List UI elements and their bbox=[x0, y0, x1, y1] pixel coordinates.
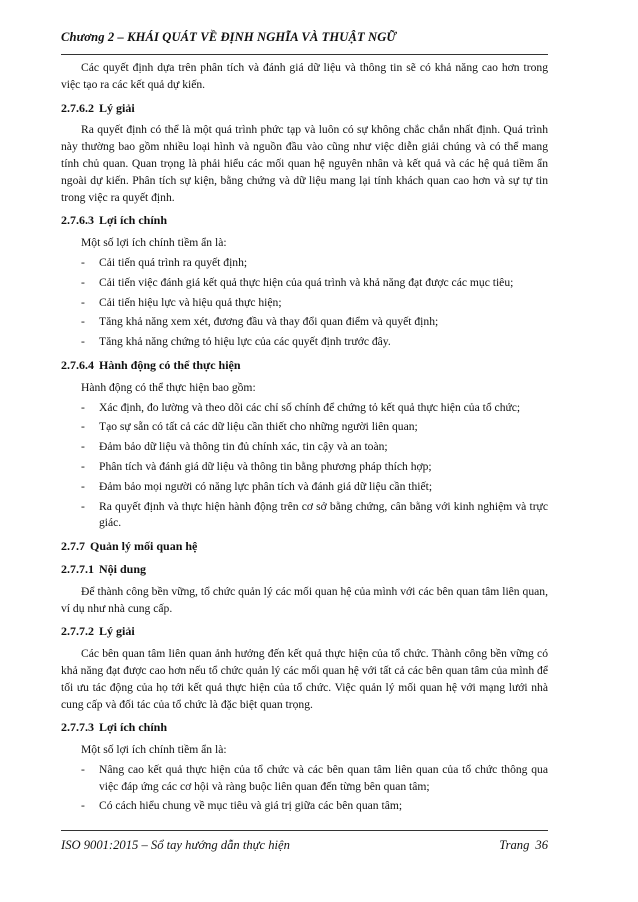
section-number: 2.7.7.1 bbox=[61, 561, 94, 576]
list-item bbox=[61, 479, 548, 496]
list-marker: - bbox=[81, 255, 85, 269]
list-item bbox=[61, 439, 548, 456]
document-page bbox=[61, 30, 548, 875]
section-title: Nội dung bbox=[99, 561, 147, 576]
section-number: 2.7.6.2 bbox=[61, 100, 94, 115]
list-item-text: Nâng cao kết quả thực hiện của tổ chức và các bên quan tâm liên quan của tổ chức thông qua việc đáp ứng các cơ hội và ràng buộc liên quan đến từng bên quan tâm; bbox=[99, 762, 548, 793]
section-2-7-7-2-text: Các bên quan tâm liên quan ảnh hưởng đến kết quả thực hiện của tổ chức. Thành công bền vững có khả năng đạt được cao hơn nếu tổ chức quản lý các mối quan hệ với tất cả các bên quan tâm của mình để tối ưu tác động của họ tới kết quả thực hiện của tổ chức. Việc quản lý mối quan hệ với mạng lưới nhà cung cấp và đối tác của tổ chức là đặc biệt quan trọng. bbox=[61, 647, 548, 711]
footer-page bbox=[499, 838, 548, 853]
list-item-text: Tăng khả năng xem xét, đương đầu và thay đổi quan điểm và quyết định; bbox=[99, 315, 439, 329]
section-heading-2-7-7 bbox=[61, 538, 548, 555]
footer-rule bbox=[61, 830, 548, 831]
section-number: 2.7.6.4 bbox=[61, 357, 94, 372]
section-title: Hành động có thể thực hiện bbox=[99, 357, 241, 372]
list-marker: - bbox=[81, 440, 85, 454]
list-item bbox=[61, 499, 548, 533]
list-item-text: Đảm bảo dữ liệu và thông tin đủ chính xác, tin cậy và an toàn; bbox=[99, 440, 388, 454]
list-marker: - bbox=[81, 295, 85, 309]
list-item bbox=[61, 400, 548, 417]
section-number: 2.7.6.3 bbox=[61, 213, 94, 228]
section-number: 2.7.7.2 bbox=[61, 624, 94, 639]
list-marker: - bbox=[81, 799, 85, 813]
section-heading-2-7-7-1 bbox=[61, 561, 548, 578]
intro-paragraph: Các quyết định dựa trên phân tích và đánh giá dữ liệu và thông tin sẽ có khả năng cao hơn trong việc tạo ra các kết quả dự kiến. bbox=[61, 61, 548, 91]
list-item-text: Có cách hiểu chung về mục tiêu và giá trị giữa các bên quan tâm; bbox=[99, 799, 403, 813]
benefits-list-2-7-7-3 bbox=[61, 762, 548, 815]
list-marker: - bbox=[81, 400, 85, 414]
section-2-7-6-3-intro: Một số lợi ích chính tiềm ẩn là: bbox=[81, 236, 227, 250]
page-content bbox=[61, 60, 548, 818]
list-item bbox=[61, 762, 548, 796]
list-item bbox=[61, 334, 548, 351]
page-number: 36 bbox=[535, 838, 548, 852]
header-rule bbox=[61, 54, 548, 55]
section-heading-2-7-6-4 bbox=[61, 357, 548, 374]
list-marker: - bbox=[81, 335, 85, 349]
list-item bbox=[61, 459, 548, 476]
section-title: Lý giải bbox=[99, 624, 135, 639]
list-item-text: Cải tiến việc đánh giá kết quả thực hiện của quá trình và khả năng đạt được các mục tiêu; bbox=[99, 275, 514, 289]
section-title: Quản lý mối quan hệ bbox=[90, 539, 198, 554]
list-marker: - bbox=[81, 275, 85, 289]
actions-list-2-7-6-4 bbox=[61, 400, 548, 533]
list-marker: - bbox=[81, 315, 85, 329]
footer-title: ISO 9001:2015 – Sổ tay hướng dẫn thực hiện bbox=[61, 838, 290, 852]
section-2-7-6-4-intro: Hành động có thể thực hiện bao gồm: bbox=[81, 380, 256, 394]
section-2-7-7-3-intro: Một số lợi ích chính tiềm ẩn là: bbox=[81, 743, 227, 757]
list-item-text: Đảm bảo mọi người có năng lực phân tích và đánh giá dữ liệu cần thiết; bbox=[99, 479, 433, 493]
list-marker: - bbox=[81, 459, 85, 473]
list-item-text: Tạo sự sẵn có tất cả các dữ liệu cần thiết cho những người liên quan; bbox=[99, 420, 418, 434]
list-item bbox=[61, 419, 548, 436]
list-item bbox=[61, 295, 548, 312]
list-item-text: Phân tích và đánh giá dữ liệu và thông tin bằng phương pháp thích hợp; bbox=[99, 459, 432, 473]
list-marker: - bbox=[81, 479, 85, 493]
chapter-title: Chương 2 – KHÁI QUÁT VỀ ĐỊNH NGHĨA VÀ THUẬT NGỮ bbox=[61, 30, 397, 44]
list-item-text: Cải tiến hiệu lực và hiệu quả thực hiện; bbox=[99, 295, 282, 309]
list-marker: - bbox=[81, 420, 85, 434]
page-label: Trang bbox=[499, 838, 530, 852]
list-item bbox=[61, 314, 548, 331]
list-item bbox=[61, 255, 548, 272]
section-heading-2-7-7-2 bbox=[61, 623, 548, 640]
list-item-text: Tăng khả năng chứng tỏ hiệu lực của các quyết định trước đây. bbox=[99, 335, 391, 349]
list-marker: - bbox=[81, 499, 85, 513]
list-item-text: Ra quyết định và thực hiện hành động trên cơ sở bằng chứng, cân bằng với kinh nghiệm và trực giác. bbox=[99, 499, 548, 530]
section-title: Lợi ích chính bbox=[99, 213, 167, 228]
list-marker: - bbox=[81, 762, 85, 776]
page-header bbox=[61, 30, 548, 52]
section-2-7-6-2-text: Ra quyết định có thể là một quá trình phức tạp và luôn có sự không chắc chắn nhất định. Quá trình này thường bao gồm nhiều loại hình và nguồn đầu vào cũng như việc diễn giải chúng và có thể mang tính chủ quan. Quan trọng là phải hiểu các mối quan hệ nguyên nhân và kết quả và các hệ quả tiềm ẩn ngoài dự kiến. Phân tích sự kiện, bằng chứng và dữ liệu mang lại tính khách quan cao hơn và sự tự tin trong việc ra quyết định. bbox=[61, 123, 548, 204]
section-number: 2.7.7.3 bbox=[61, 720, 94, 735]
benefits-list-2-7-6-3 bbox=[61, 255, 548, 351]
list-item-text: Xác định, đo lường và theo dõi các chỉ số chính để chứng tỏ kết quả thực hiện của tổ chức; bbox=[99, 400, 521, 414]
section-number: 2.7.7 bbox=[61, 539, 85, 554]
list-item bbox=[61, 275, 548, 292]
section-heading-2-7-6-2 bbox=[61, 100, 548, 117]
section-heading-2-7-6-3 bbox=[61, 212, 548, 229]
section-2-7-7-1-text: Để thành công bền vững, tổ chức quản lý các mối quan hệ của mình với các bên quan tâm liên quan, ví dụ như nhà cung cấp. bbox=[61, 584, 548, 615]
section-heading-2-7-7-3 bbox=[61, 719, 548, 736]
section-title: Lý giải bbox=[99, 100, 135, 115]
list-item-text: Cải tiến quá trình ra quyết định; bbox=[99, 255, 248, 269]
list-item bbox=[61, 798, 548, 815]
section-title: Lợi ích chính bbox=[99, 720, 167, 735]
